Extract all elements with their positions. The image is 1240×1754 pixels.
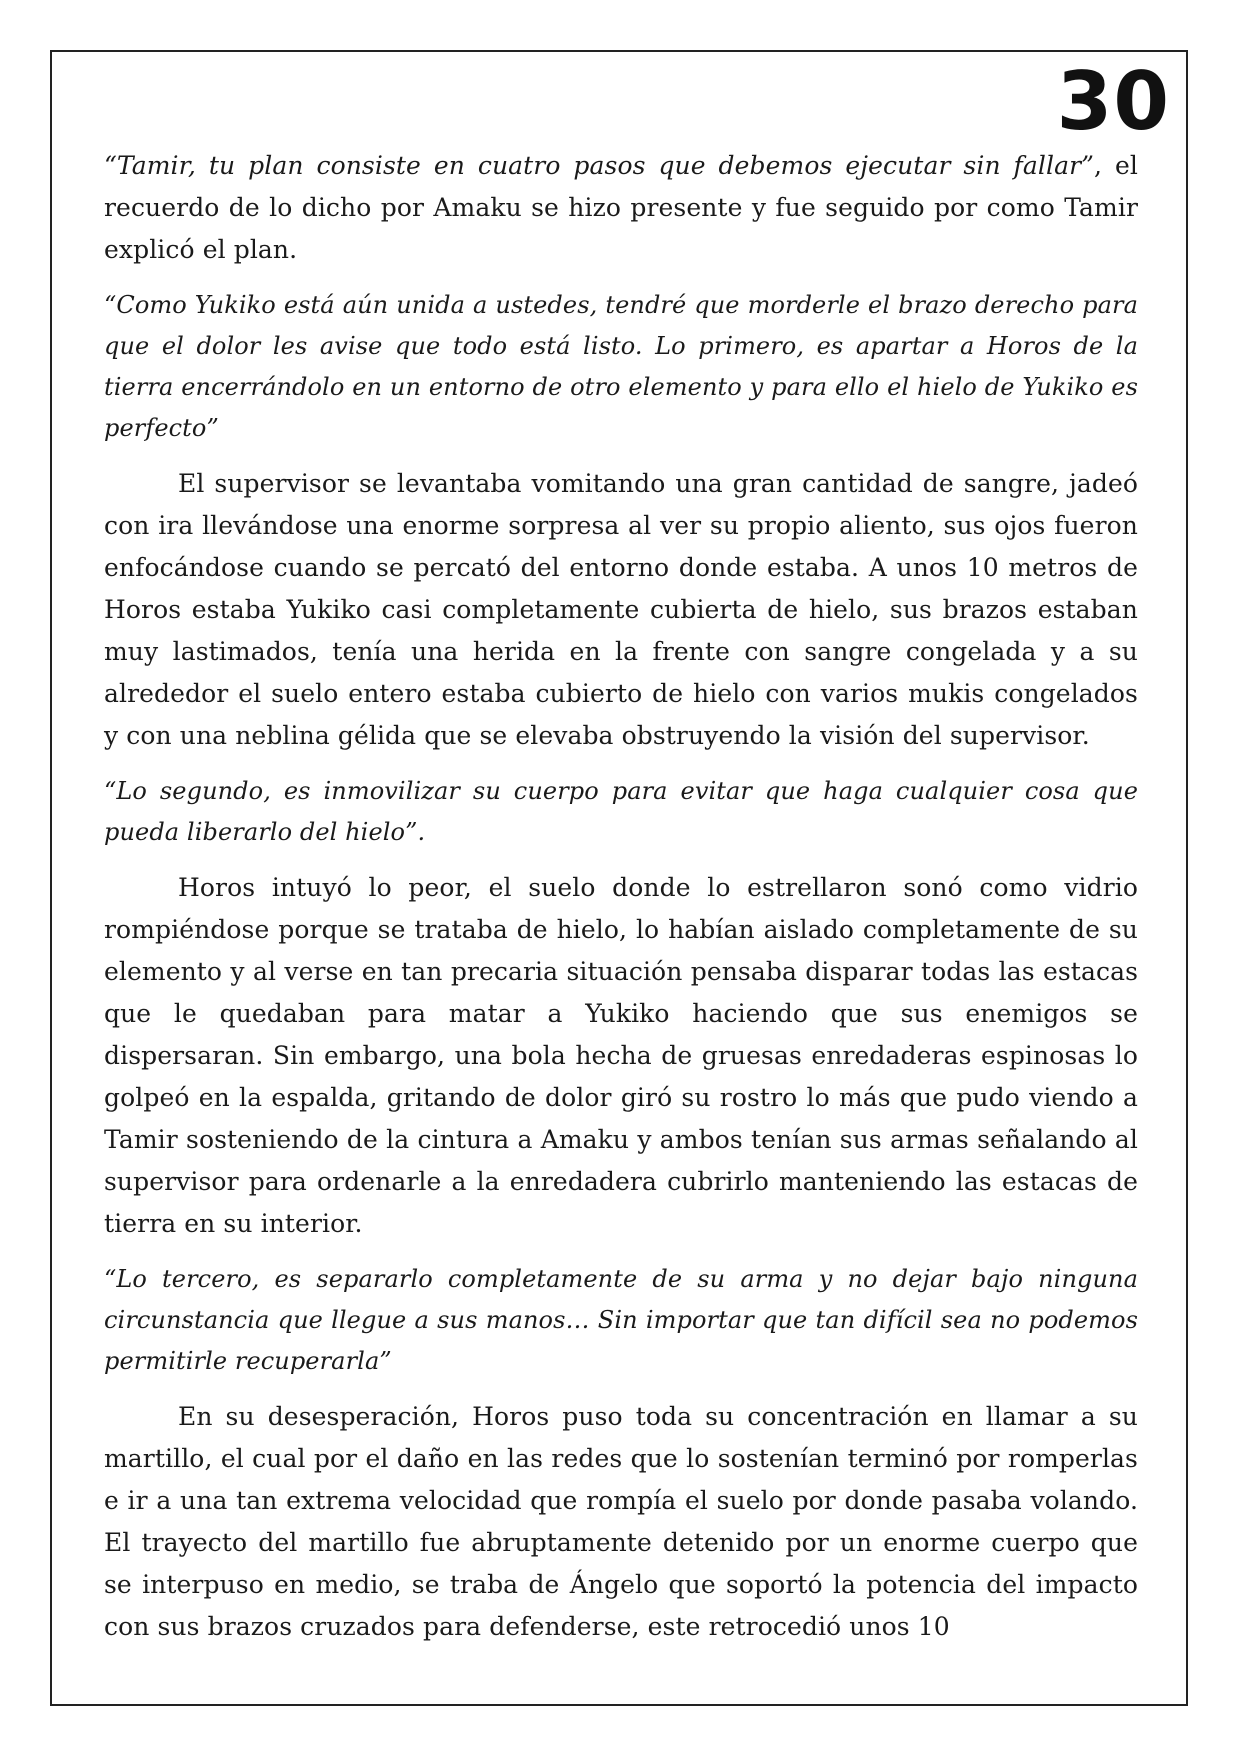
quote-3: “Lo tercero, es separarlo completamente de su arma y no dejar bajo ninguna circunstancia que llegue a sus manos… Sin importar que tan difícil sea no podemos permitirle recuperarla” <box>104 1265 1138 1375</box>
quote-1: “Como Yukiko está aún unida a ustedes, tendré que morderle el brazo derecho para que el dolor les avise que todo está listo. Lo primero, es apartar a Horos de la tierra encerrándolo en un entorno de otro elemento y para ello el hielo de Yukiko es perfecto” <box>104 291 1138 442</box>
paragraph-1: El supervisor se levantaba vomitando una gran cantidad de sangre, jadeó con ira llevándose una enorme sorpresa al ver su propio aliento, sus ojos fueron enfocándose cuando se percató del entorno donde estaba. A unos 10 metros de Horos estaba Yukiko casi completamente cubierta de hielo, sus brazos estaban muy lastimados, tenía una herida en la frente con sangre congelada y a su alrededor el suelo entero estaba cubierto de hielo con varios mukis congelados y con una neblina gélida que se elevaba obstruyendo la visión del supervisor. <box>104 469 1138 750</box>
lead-paragraph <box>104 145 1138 271</box>
page-number: 30 <box>1056 55 1170 148</box>
paragraph-3: En su desesperación, Horos puso toda su concentración en llamar a su martillo, el cual por el daño en las redes que lo sostenían terminó por romperlas e ir a una tan extrema velocidad que rompía el suelo por donde pasaba volando. El trayecto del martillo fue abruptamente detenido por un enorme cuerpo que se interpuso en medio, se traba de Ángelo que soportó la potencia del impacto con sus brazos cruzados para defenderse, este retrocedió unos 10 <box>104 1402 1138 1641</box>
page-body <box>104 145 1138 1662</box>
quote-2: “Lo segundo, es inmovilizar su cuerpo para evitar que haga cualquier cosa que pueda liberarlo del hielo”. <box>104 777 1138 846</box>
paragraph-2: Horos intuyó lo peor, el suelo donde lo estrellaron sonó como vidrio rompiéndose porque se trataba de hielo, lo habían aislado completamente de su elemento y al verse en tan precaria situación pensaba disparar todas las estacas que le quedaban para matar a Yukiko haciendo que sus enemigos se dispersaran. Sin embargo, una bola hecha de gruesas enredaderas espinosas lo golpeó en la espalda, gritando de dolor giró su rostro lo más que pudo viendo a Tamir sosteniendo de la cintura a Amaku y ambos tenían sus armas señalando al supervisor para ordenarle a la enredadera cubrirlo manteniendo las estacas de tierra en su interior. <box>104 873 1138 1238</box>
lead-quote: “Tamir, tu plan consiste en cuatro pasos que debemos ejecutar sin fallar” <box>104 151 1095 180</box>
lead-text: , el recuerdo de lo dicho por Amaku se hizo presente y fue seguido por como Tamir explicó el plan. <box>104 151 1138 264</box>
